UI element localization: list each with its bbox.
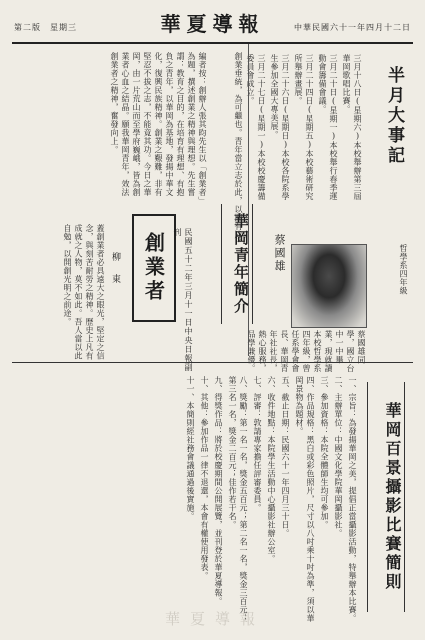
bottom-section [12,368,413,630]
list-item: 八、獎勵：第一名一名，獎金五百元；第二名一名，獎金三百元；第三名一名，獎金二百元；佳作若干名。 [228,376,248,623]
masthead: 華夏導報 [160,12,265,36]
list-item: 九、得獎作品：將於校慶期間公開展覽，並刊登於華夏導報。 [214,376,223,606]
editorial-lower-text: 蓋創業者必具遠大之眼光，堅定之信念，與刻苦耐勞之精神。歷史上凡有成就之人物，莫不如此。吾人當以此自勉，以開創光明之前途。 [63,224,105,360]
events-title: 半月大事記 [384,66,404,166]
list-item: 七、評審：敦請專家擔任評審委員。 [253,376,262,512]
list-item: 三、參加資格：本院全體師生均可參加。 [320,376,329,529]
profile-title: 華岡青年簡介 [221,204,253,324]
list-item: 六、收件地點：本院學生活動中心攝影社辦公室。 [267,376,276,563]
editorial-title: 創業者 [141,232,166,304]
list-item: 一、宗旨：為發揚華岡之美，提倡正當攝影活動，特舉辦本比賽。 [348,376,357,623]
portrait-photo [291,244,367,328]
editorial-source: 民國五十二年三月十一日中央日報副刊 [173,228,193,372]
editorial-right-text: 創業垂統，為可繼也。青年當立志於此，以期有成。 [234,52,243,248]
contest-title: 華岡百景攝影比賽簡則 [367,382,405,612]
profile-caption: 哲學系四年級 [399,244,408,295]
list-item: 十一、本簡則經社務會議通過後實施。 [186,376,195,521]
edition-label: 第二版 星期三 [14,23,77,32]
section-divider [12,362,413,363]
list-item: 四、作品規格：黑白或彩色照片，尺寸以八吋乘十吋為準，須以華岡景物為題材。 [295,376,315,623]
list-item: 十、其他：參加作品一律不退還，本會有權使用發表。 [200,376,209,580]
editorial-byline: 柳 東 [110,252,120,285]
editorial-title-box [132,214,176,322]
contest-rules [21,376,361,626]
list-item: 三月二十七日(星期一)本校校慶籌備委員會成立。 [246,54,266,201]
profile-body: 蔡國雄同學，國立台中一中畢業，現就讀本校哲學系四年級，曾任系學會會長、華岡青年社社長，熱心服務，品學兼優。 [247,330,366,373]
top-section [12,44,413,373]
watermark: 華夏導報 [164,610,265,628]
column-divider [248,44,249,356]
editorial-upper-text: 編者按：創辦人張其昀先生以「創業者」為題，撰述創業之精神與理想。先生嘗謂：教育之目的，在培育有理想、有抱負之青年，以華岡為基地，發揚中華文化，復興民族精神。創業之艱難，非有堅忍不拔之志，不能竟其功。今日之華岡，由一片荒山而至學府巍峨，皆為創業者心血之結晶。願我華岡青年，效法創業者之精神，奮發向上。 [110,52,207,201]
list-item: 三月二十日(星期一)本校舉行春季運動會籌備會議。 [318,54,338,201]
events-list [243,54,365,204]
profile-name: 蔡國雄 [273,234,286,273]
date-line: 中華民國六十一年四月十二日 [294,23,411,32]
list-item: 三月二十六日(星期日)本校各院系學生參加全國大專美展。 [270,54,290,201]
list-item: 二、主辦單位：中國文化學院華岡攝影社。 [334,376,343,538]
list-item: 五、截止日期：民國六十一年四月三十日。 [281,376,290,538]
page-header [12,8,413,44]
list-item: 三月二十四日(星期五)本校藝術研究所舉辦畫展。 [294,54,314,201]
list-item: 三月十八日(星期六)本校舉辦第三屆華岡歌唱比賽。 [342,54,362,201]
